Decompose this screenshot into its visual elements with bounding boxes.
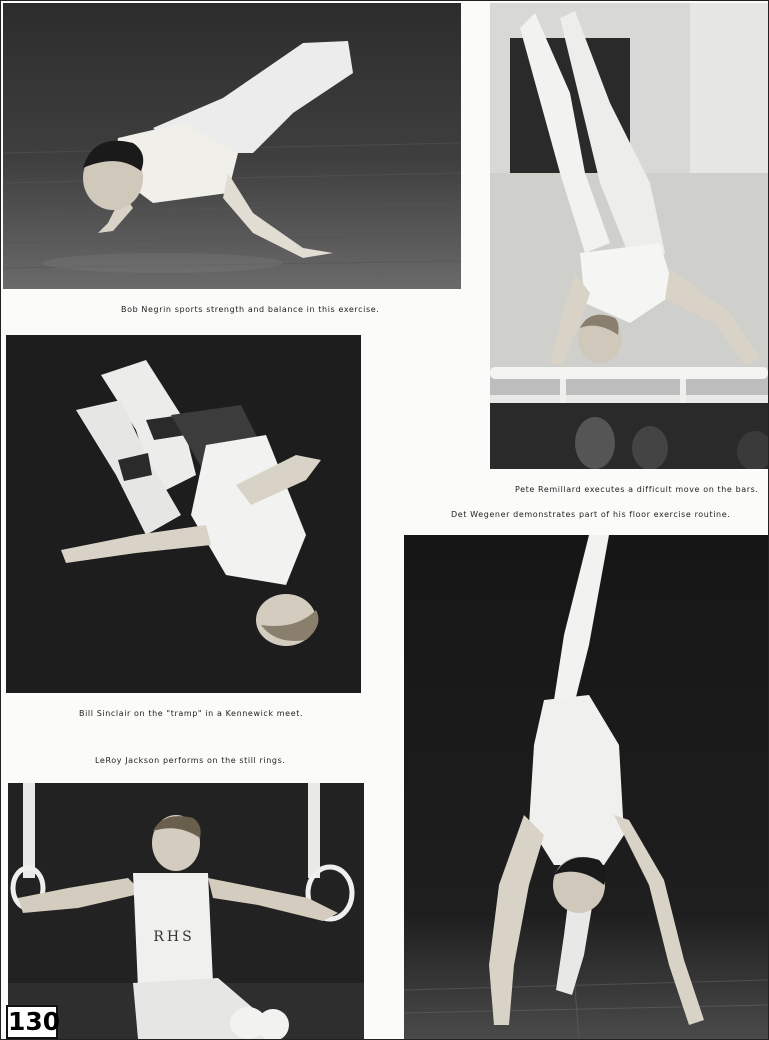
caption-wegener: Det Wegener demonstrates part of his floor exercise routine. [451,510,731,519]
caption-negrin: Bob Negrin sports strength and balance in this exercise. [121,305,380,314]
photo-leroy-jackson [8,783,364,1039]
photo-det-wegener [404,535,768,1039]
photo-bill-sinclair [6,335,361,693]
photo-pete-remillard [490,3,768,469]
caption-remillard: Pete Remillard executes a difficult move on the bars. [515,485,759,494]
page-number: 130 [6,1005,58,1039]
jersey-text: RHS [153,929,195,945]
caption-jackson: LeRoy Jackson performs on the still rings. [95,756,286,765]
caption-sinclair: Bill Sinclair on the "tramp" in a Kennewick meet. [79,709,304,718]
photo-bob-negrin [3,3,461,289]
